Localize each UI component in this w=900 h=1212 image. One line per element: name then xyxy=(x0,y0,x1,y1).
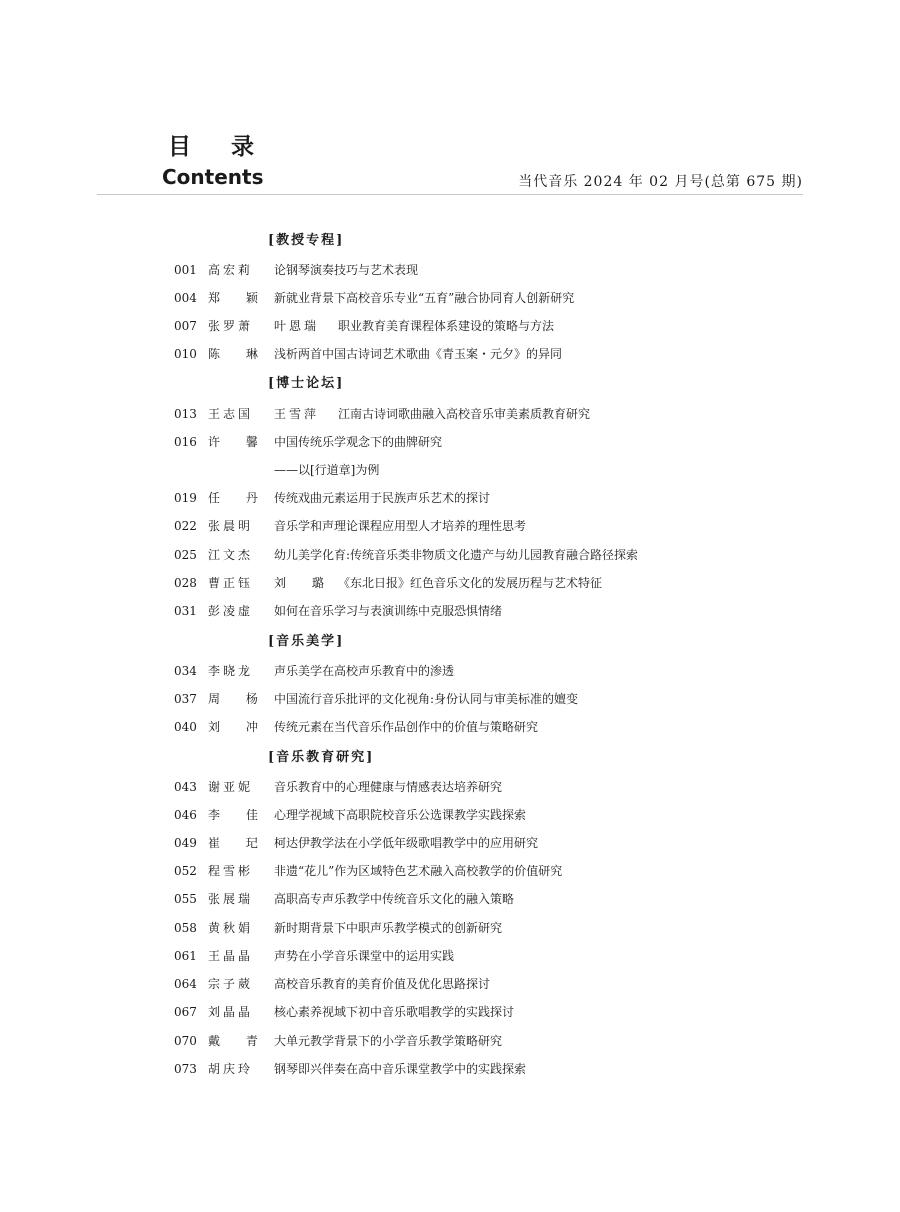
author: 江文杰 xyxy=(208,548,254,562)
toc-entry[interactable] xyxy=(0,344,900,364)
author: 刘晶晶 xyxy=(208,1005,254,1019)
page-number: 001 xyxy=(174,263,197,277)
header-divider xyxy=(97,194,803,195)
page-number: 034 xyxy=(174,664,197,678)
author: 周 杨 xyxy=(208,692,269,706)
toc-entry[interactable] xyxy=(0,918,900,938)
page-number: 046 xyxy=(174,808,197,822)
page-number: 007 xyxy=(174,319,197,333)
author: 陈 琳 xyxy=(208,347,269,361)
toc-entry[interactable] xyxy=(0,545,900,565)
page-number: 049 xyxy=(174,836,197,850)
toc-entry[interactable] xyxy=(0,573,900,593)
author: 李 佳 xyxy=(208,808,269,822)
author: 高宏莉 xyxy=(208,263,254,277)
toc-entry[interactable] xyxy=(0,260,900,280)
author: 任 丹 xyxy=(208,491,269,505)
toc-entry[interactable] xyxy=(0,516,900,536)
page-title-english: Contents xyxy=(162,165,264,189)
toc-entry[interactable] xyxy=(0,1031,900,1051)
author: 张罗萧 xyxy=(208,319,254,333)
toc-entry[interactable] xyxy=(0,777,900,797)
author: 宗子葳 xyxy=(208,977,254,991)
article-title: 心理学视域下高职院校音乐公选课教学实践探索 xyxy=(274,808,527,822)
toc-subtitle xyxy=(0,460,900,480)
page-number: 064 xyxy=(174,977,197,991)
article-title: 非遗“花儿”作为区域特色艺术融入高校教学的价值研究 xyxy=(274,864,563,878)
toc-entry[interactable] xyxy=(0,661,900,681)
toc-entry[interactable] xyxy=(0,1002,900,1022)
page-number: 052 xyxy=(174,864,197,878)
page-number: 022 xyxy=(174,519,197,533)
article-title: 江南古诗词歌曲融入高校音乐审美素质教育研究 xyxy=(338,407,591,421)
toc-entry[interactable] xyxy=(0,601,900,621)
author: 张晨明 xyxy=(208,519,254,533)
author: 彭凌虚 xyxy=(208,604,254,618)
page-number: 073 xyxy=(174,1062,197,1076)
toc-entry[interactable] xyxy=(0,946,900,966)
page-number: 067 xyxy=(174,1005,197,1019)
toc-entry[interactable] xyxy=(0,316,900,336)
article-title: 中国流行音乐批评的文化视角:身份认同与审美标准的嬗变 xyxy=(274,692,579,706)
author: 程雪彬 xyxy=(208,864,254,878)
author: 谢亚妮 xyxy=(208,780,254,794)
page-number: 070 xyxy=(174,1034,197,1048)
article-title: 音乐教育中的心理健康与情感表达培养研究 xyxy=(274,780,503,794)
page-number: 040 xyxy=(174,720,197,734)
toc-entry[interactable] xyxy=(0,488,900,508)
page-number: 061 xyxy=(174,949,197,963)
page-number: 019 xyxy=(174,491,197,505)
page-number: 043 xyxy=(174,780,197,794)
author: 王志国 xyxy=(208,407,254,421)
article-title: 钢琴即兴伴奏在高中音乐课堂教学中的实践探索 xyxy=(274,1062,527,1076)
author: 许 馨 xyxy=(208,435,269,449)
toc-entry[interactable] xyxy=(0,717,900,737)
section-heading: [博士论坛] xyxy=(268,376,345,391)
article-title: 新时期背景下中职声乐教学模式的创新研究 xyxy=(274,921,503,935)
article-title: 幼儿美学化育:传统音乐类非物质文化遗产与幼儿园教育融合路径探索 xyxy=(274,548,639,562)
page-number: 028 xyxy=(174,576,197,590)
toc-entry[interactable] xyxy=(0,805,900,825)
toc-entry[interactable] xyxy=(0,432,900,452)
page-number: 025 xyxy=(174,548,197,562)
author: 曹正钰 xyxy=(208,576,254,590)
toc-entry[interactable] xyxy=(0,1059,900,1079)
author: 张展瑞 xyxy=(208,892,254,906)
toc-entry[interactable] xyxy=(0,689,900,709)
article-title: 高职高专声乐教学中传统音乐文化的融入策略 xyxy=(274,892,515,906)
article-title: 声势在小学音乐课堂中的运用实践 xyxy=(274,949,455,963)
article-title: 新就业背景下高校音乐专业“五育”融合协同育人创新研究 xyxy=(274,291,575,305)
article-title: 柯达伊教学法在小学低年级歌唱教学中的应用研究 xyxy=(274,836,539,850)
author: 戴 青 xyxy=(208,1034,269,1048)
article-title: 传统元素在当代音乐作品创作中的价值与策略研究 xyxy=(274,720,539,734)
toc-entry[interactable] xyxy=(0,889,900,909)
toc-entry[interactable] xyxy=(0,288,900,308)
article-title: 音乐学和声理论课程应用型人才培养的理性思考 xyxy=(274,519,527,533)
toc-entry[interactable] xyxy=(0,833,900,853)
author: 崔 玘 xyxy=(208,836,269,850)
article-title: 大单元教学背景下的小学音乐教学策略研究 xyxy=(274,1034,503,1048)
author: 胡庆玲 xyxy=(208,1062,254,1076)
article-title: 高校音乐教育的美育价值及优化思路探讨 xyxy=(274,977,491,991)
article-title: 浅析两首中国古诗词艺术歌曲《青玉案・元夕》的异同 xyxy=(274,347,563,361)
page-number: 004 xyxy=(174,291,197,305)
page-number: 055 xyxy=(174,892,197,906)
page-number: 031 xyxy=(174,604,197,618)
article-title: 中国传统乐学观念下的曲牌研究 xyxy=(274,435,443,449)
page-number: 010 xyxy=(174,347,197,361)
author: 黄秋娟 xyxy=(208,921,254,935)
issue-info: 当代音乐 2024 年 02 月号(总第 675 期) xyxy=(518,174,803,190)
article-title: 如何在音乐学习与表演训练中克服恐惧情绪 xyxy=(274,604,503,618)
article-title: 声乐美学在高校声乐教育中的渗透 xyxy=(274,664,455,678)
author: 刘 冲 xyxy=(208,720,269,734)
co-author: 刘 璐 xyxy=(274,576,335,590)
article-title: 《东北日报》红色音乐文化的发展历程与艺术特征 xyxy=(338,576,603,590)
page-number: 058 xyxy=(174,921,197,935)
author: 王晶晶 xyxy=(208,949,254,963)
article-subtitle: ——以[行道章]为例 xyxy=(274,463,380,477)
article-title: 论钢琴演奏技巧与艺术表现 xyxy=(274,263,419,277)
toc-entry[interactable] xyxy=(0,861,900,881)
article-title: 传统戏曲元素运用于民族声乐艺术的探讨 xyxy=(274,491,491,505)
article-title: 核心素养视域下初中音乐歌唱教学的实践探讨 xyxy=(274,1005,515,1019)
page-number: 016 xyxy=(174,435,197,449)
author: 李晓龙 xyxy=(208,664,254,678)
page-title: 目 录 xyxy=(168,134,271,160)
co-author: 叶恩瑞 xyxy=(274,319,320,333)
author: 郑 颖 xyxy=(208,291,269,305)
article-title: 职业教育美育课程体系建设的策略与方法 xyxy=(338,319,555,333)
toc-entry[interactable] xyxy=(0,404,900,424)
page-number: 013 xyxy=(174,407,197,421)
toc-entry[interactable] xyxy=(0,974,900,994)
page-number: 037 xyxy=(174,692,197,706)
section-heading: [教授专程] xyxy=(268,233,345,248)
section-heading: [音乐教育研究] xyxy=(268,750,375,765)
co-author: 王雪萍 xyxy=(274,407,320,421)
section-heading: [音乐美学] xyxy=(268,634,345,649)
